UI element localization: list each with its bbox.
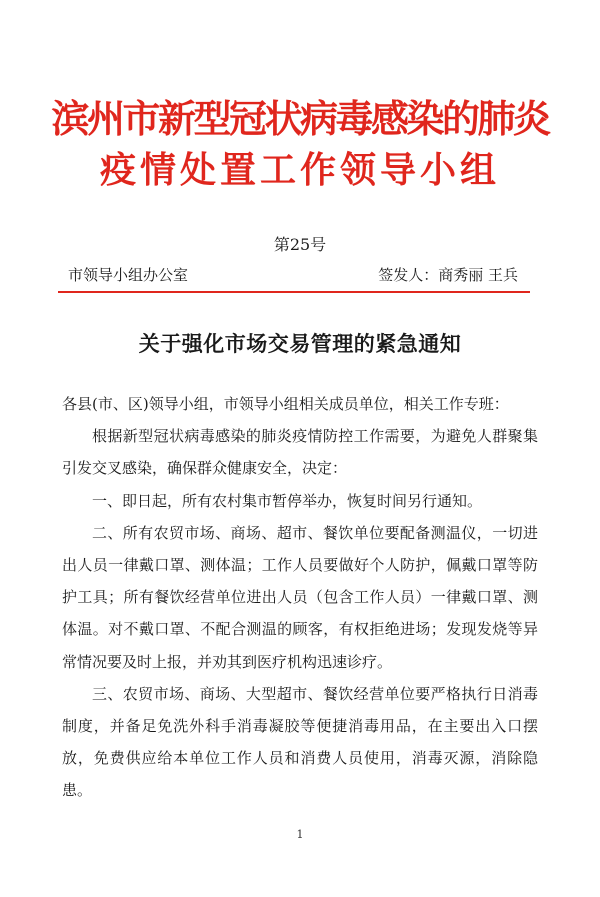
paragraph-item-3: 三、农贸市场、商场、大型超市、餐饮经营单位要严格执行日消毒制度，并备足免洗外科手消毒凝胶等便捷消毒用品，在主要出入口摆放，免费供应给本单位工作人员和消费人员使用，消毒灭源，消除隐患。 (62, 684, 538, 800)
header-title-line-1: 滨州市新型冠状病毒感染的肺炎 (51, 96, 549, 141)
document-number: 第25号 (273, 235, 327, 254)
paragraph-item-2: 二、所有农贸市场、商场、超市、餐饮单位要配备测温仪，一切进出人员一律戴口罩、测体温；工作人员要做好个人防护，佩戴口罩等防护工具；所有餐饮经营单位进出人员（包含工作人员）一律戴口罩、测体温。对不戴口罩、不配合测温的顾客，有权拒绝进场；发现发烧等异常情况要及时上报，并劝其到医疗机构迅速诊疗。 (62, 523, 538, 671)
notice-body (62, 388, 538, 807)
salutation: 各县(市、区)领导小组，市领导小组相关成员单位，相关工作专班： (62, 395, 509, 413)
header-title-line-2: 疫情处置工作领导小组 (99, 149, 500, 191)
issuing-office: 市领导小组办公室 (68, 266, 189, 284)
paragraph-item-1: 一、即日起，所有农村集市暂停举办，恢复时间另行通知。 (92, 491, 483, 510)
notice-title: 关于强化市场交易管理的紧急通知 (138, 331, 462, 356)
red-divider-rule (58, 291, 530, 293)
page-number: 1 (296, 828, 304, 841)
paragraph-intro: 根据新型冠状病毒感染的肺炎疫情防控工作需要，为避免人群聚集引发交叉感染，确保群众健康安全，决定： (62, 427, 538, 478)
signer: 签发人：商秀丽 王兵 (378, 266, 518, 284)
